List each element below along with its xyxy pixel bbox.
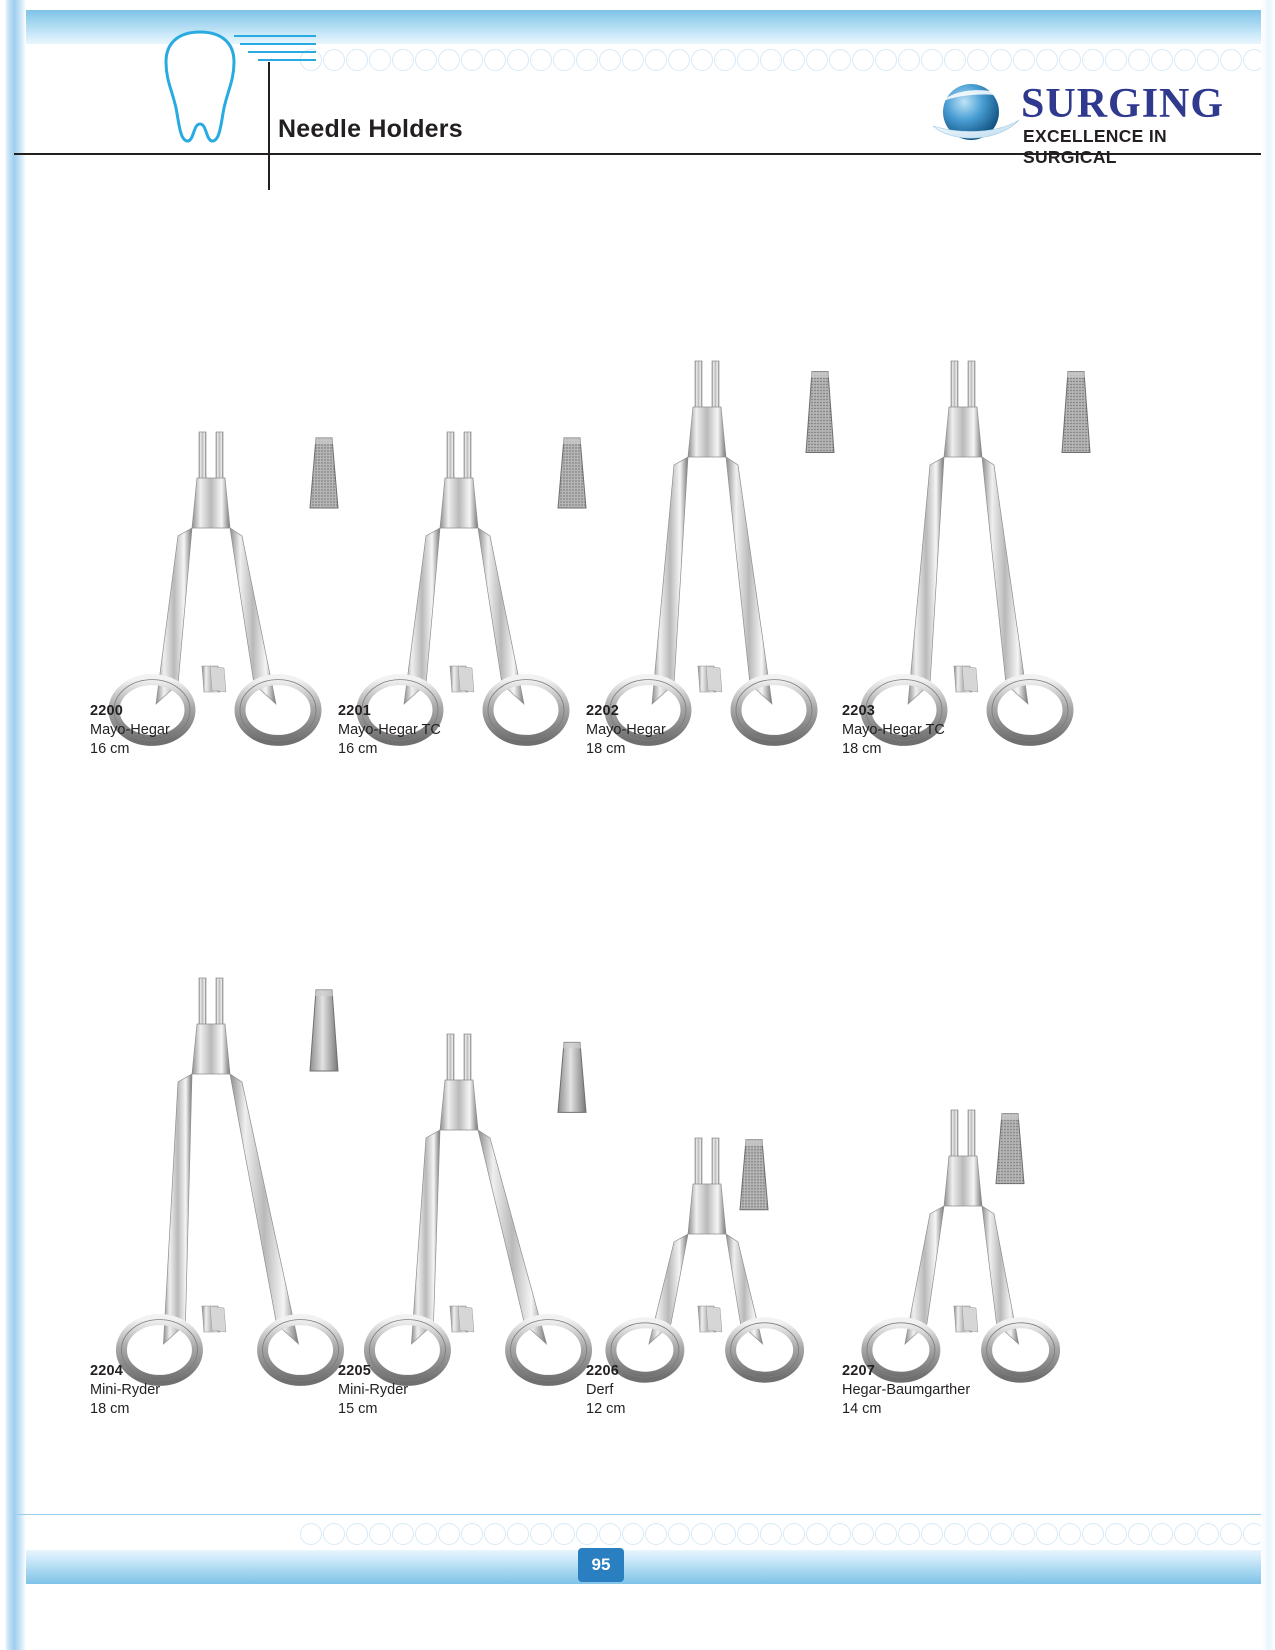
product-code: 2204: [90, 1363, 124, 1379]
bubble-decoration: [1197, 49, 1219, 71]
product-caption: [586, 702, 846, 759]
bubble-decoration: [346, 49, 368, 71]
bubble-decoration: [461, 49, 483, 71]
product-name: Derf: [586, 1382, 614, 1398]
bubble-decoration: [783, 49, 805, 71]
product-row-1: [90, 210, 1200, 790]
product-name: Mayo-Hegar TC: [338, 722, 441, 738]
product-size: 18 cm: [586, 741, 626, 757]
bubble-decoration: [553, 49, 575, 71]
product-cell: [90, 870, 350, 1430]
product-name: Mayo-Hegar TC: [842, 722, 945, 738]
product-code: 2200: [90, 703, 124, 719]
page-title: Needle Holders: [278, 115, 463, 143]
bubble-decoration: [369, 1523, 391, 1545]
footer-rule: [14, 1514, 1261, 1515]
bubble-decoration: [1128, 49, 1150, 71]
bubble-decoration: [760, 49, 782, 71]
bubble-decoration: [346, 1523, 368, 1545]
bubble-decoration: [1220, 1523, 1242, 1545]
bubble-decoration: [737, 49, 759, 71]
product-size: 14 cm: [842, 1401, 882, 1417]
bubble-decoration: [1059, 49, 1081, 71]
bubble-decoration: [714, 1523, 736, 1545]
bubble-decoration: [1105, 1523, 1127, 1545]
bubble-decoration: [415, 1523, 437, 1545]
product-caption: [842, 1362, 1102, 1419]
product-caption: [90, 1362, 350, 1419]
bubble-decoration: [1220, 49, 1242, 71]
bubble-decoration: [737, 1523, 759, 1545]
bubble-decoration: [1128, 1523, 1150, 1545]
bubble-decoration: [530, 49, 552, 71]
product-size: 15 cm: [338, 1401, 378, 1417]
product-cell: [842, 870, 1102, 1430]
bubble-decoration: [645, 49, 667, 71]
bubble-decoration: [369, 49, 391, 71]
page-footer: [0, 1500, 1275, 1650]
bubble-decoration: [484, 49, 506, 71]
bubble-decoration: [1151, 1523, 1173, 1545]
bubble-decoration: [691, 1523, 713, 1545]
bubble-decoration: [967, 1523, 989, 1545]
bubble-decoration: [645, 1523, 667, 1545]
product-grid: [90, 210, 1200, 1430]
bubble-decoration: [323, 1523, 345, 1545]
page-right-edge-decoration: [1261, 0, 1275, 1650]
bubble-decoration: [1013, 1523, 1035, 1545]
bubble-decoration: [1036, 1523, 1058, 1545]
product-cell: [842, 210, 1102, 790]
bubble-decoration: [691, 49, 713, 71]
product-cell: [338, 210, 598, 790]
speedlines-decoration: [232, 32, 318, 66]
instrument-illustration: [90, 960, 350, 1430]
bubble-decoration: [806, 49, 828, 71]
bubble-decoration: [461, 1523, 483, 1545]
product-name: Mini-Ryder: [338, 1382, 409, 1398]
bubble-decoration: [622, 49, 644, 71]
page-left-edge-decoration: [0, 0, 26, 1650]
product-size: 16 cm: [90, 741, 130, 757]
footer-blue-band: [26, 1550, 1261, 1584]
footer-bubble-strip: [300, 1518, 1261, 1550]
bubble-decoration: [829, 1523, 851, 1545]
bubble-decoration: [944, 49, 966, 71]
product-code: 2201: [338, 703, 372, 719]
page-number: 95: [578, 1548, 624, 1582]
product-row-2: [90, 870, 1200, 1430]
product-cell: [338, 870, 598, 1430]
brand-tagline: EXCELLENCE IN SURGICAL: [1023, 126, 1167, 167]
bubble-decoration: [829, 49, 851, 71]
bubble-decoration: [967, 49, 989, 71]
bubble-decoration: [599, 1523, 621, 1545]
bubble-decoration: [576, 49, 598, 71]
bubble-decoration: [875, 1523, 897, 1545]
bubble-decoration: [507, 49, 529, 71]
bubble-decoration: [1151, 49, 1173, 71]
bubble-decoration: [1174, 1523, 1196, 1545]
product-size: 18 cm: [90, 1401, 130, 1417]
bubble-decoration: [530, 1523, 552, 1545]
bubble-decoration: [1082, 1523, 1104, 1545]
bubble-decoration: [806, 1523, 828, 1545]
bubble-decoration: [875, 49, 897, 71]
product-code: 2206: [586, 1363, 620, 1379]
product-size: 16 cm: [338, 741, 378, 757]
bubble-decoration: [300, 1523, 322, 1545]
tooth-icon: [160, 28, 240, 146]
product-name: Hegar-Baumgarther: [842, 1382, 971, 1398]
header-bubble-strip: [300, 44, 1261, 76]
bubble-decoration: [1013, 49, 1035, 71]
bubble-decoration: [1174, 49, 1196, 71]
product-code: 2202: [586, 703, 620, 719]
bubble-decoration: [438, 49, 460, 71]
bubble-decoration: [415, 49, 437, 71]
bubble-decoration: [392, 1523, 414, 1545]
bubble-decoration: [898, 49, 920, 71]
bubble-decoration: [599, 49, 621, 71]
product-caption: [338, 702, 598, 759]
bubble-decoration: [898, 1523, 920, 1545]
product-name: Mini-Ryder: [90, 1382, 161, 1398]
brand-logo: [925, 78, 1255, 167]
bubble-decoration: [944, 1523, 966, 1545]
bubble-decoration: [783, 1523, 805, 1545]
product-name: Mayo-Hegar: [90, 722, 170, 738]
bubble-decoration: [990, 1523, 1012, 1545]
bubble-decoration: [1243, 1523, 1261, 1545]
bubble-decoration: [852, 49, 874, 71]
bubble-decoration: [1243, 49, 1261, 71]
bubble-decoration: [1059, 1523, 1081, 1545]
bubble-decoration: [507, 1523, 529, 1545]
bubble-decoration: [921, 49, 943, 71]
product-caption: [842, 702, 1102, 759]
product-code: 2203: [842, 703, 876, 719]
bubble-decoration: [622, 1523, 644, 1545]
product-name: Mayo-Hegar: [586, 722, 666, 738]
brand-name: SURGING: [1021, 81, 1225, 127]
bubble-decoration: [1197, 1523, 1219, 1545]
product-caption: [90, 702, 350, 759]
title-divider: [268, 62, 270, 190]
bubble-decoration: [852, 1523, 874, 1545]
bubble-decoration: [1036, 49, 1058, 71]
product-code: 2205: [338, 1363, 372, 1379]
product-cell: [90, 210, 350, 790]
bubble-decoration: [760, 1523, 782, 1545]
bubble-decoration: [1105, 49, 1127, 71]
bubble-decoration: [990, 49, 1012, 71]
bubble-decoration: [576, 1523, 598, 1545]
bubble-decoration: [668, 49, 690, 71]
product-code: 2207: [842, 1363, 876, 1379]
bubble-decoration: [553, 1523, 575, 1545]
product-cell: [586, 870, 846, 1430]
product-cell: [586, 210, 846, 790]
bubble-decoration: [392, 49, 414, 71]
bubble-decoration: [484, 1523, 506, 1545]
product-caption: [586, 1362, 846, 1419]
page-header: [0, 0, 1275, 165]
product-caption: [338, 1362, 598, 1419]
bubble-decoration: [438, 1523, 460, 1545]
bubble-decoration: [1082, 49, 1104, 71]
bubble-decoration: [323, 49, 345, 71]
bubble-decoration: [921, 1523, 943, 1545]
product-size: 18 cm: [842, 741, 882, 757]
product-size: 12 cm: [586, 1401, 626, 1417]
bubble-decoration: [714, 49, 736, 71]
sphere-swoosh-icon: [925, 80, 1025, 146]
bubble-decoration: [668, 1523, 690, 1545]
